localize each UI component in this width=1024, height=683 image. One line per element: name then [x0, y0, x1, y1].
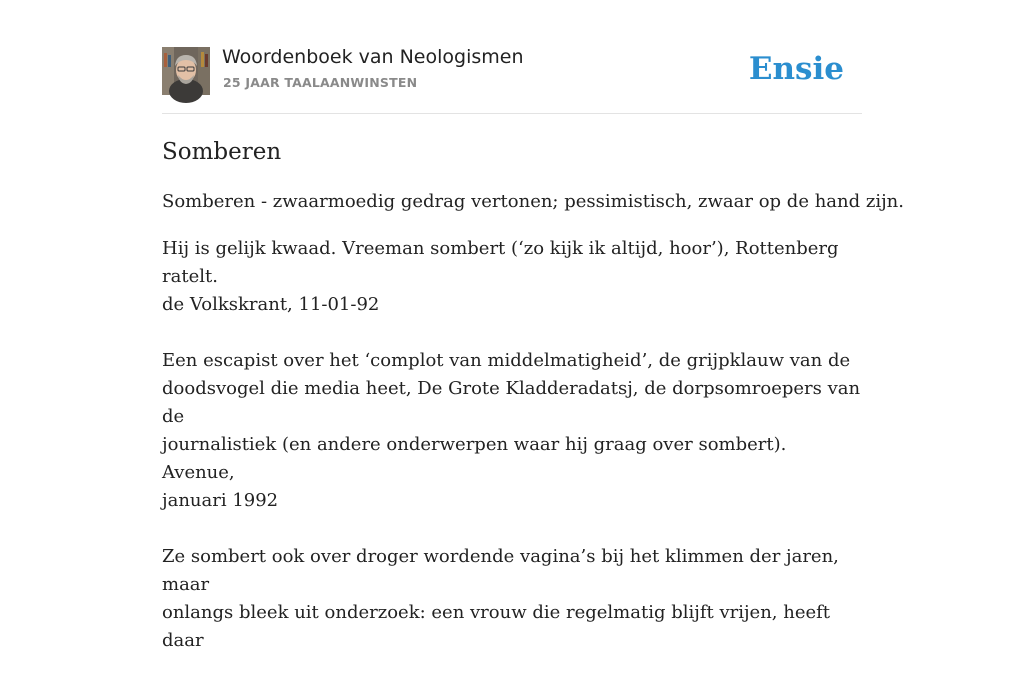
- header: [162, 47, 862, 114]
- citation: [162, 543, 862, 655]
- citation: [162, 347, 862, 515]
- brand-tagline: 25 JAAR TAALAANWINSTEN: [223, 75, 418, 90]
- entry-content: [162, 136, 904, 683]
- entry-title: Somberen: [162, 139, 282, 165]
- author-avatar[interactable]: [162, 47, 210, 95]
- entry-definition: Somberen - zwaarmoedig gedrag vertonen; pessimistisch, zwaar op de hand zijn.: [162, 191, 904, 212]
- citation-source: de Volkskrant, 11-01-92: [162, 294, 380, 315]
- brand-name[interactable]: Woordenboek van Neologismen: [222, 46, 524, 68]
- citation-source: januari 1992: [162, 490, 279, 511]
- citation-line: Een escapist over het ‘complot van middelmatigheid’, de grijpklauw van de: [162, 350, 851, 371]
- site-logo[interactable]: Ensie: [748, 51, 844, 87]
- citation-line: Ze sombert ook over droger wordende vagina’s bij het klimmen der jaren, maar: [162, 546, 839, 595]
- citation-line: doodsvogel die media heet, De Grote Kladderadatsj, de dorpsomroepers van de: [162, 378, 861, 427]
- author-portrait-icon: [162, 47, 210, 95]
- citation-line: onlangs bleek uit onderzoek: een vrouw die regelmatig blijft vrijen, heeft daar: [162, 602, 831, 651]
- citation-line: journalistiek (en andere onderwerpen waar hij graag over sombert). Avenue,: [162, 434, 787, 483]
- citation-line: Hij is gelijk kwaad. Vreeman sombert (‘zo kijk ik altijd, hoor’), Rottenberg ratelt.: [162, 238, 839, 287]
- citation: [162, 235, 862, 319]
